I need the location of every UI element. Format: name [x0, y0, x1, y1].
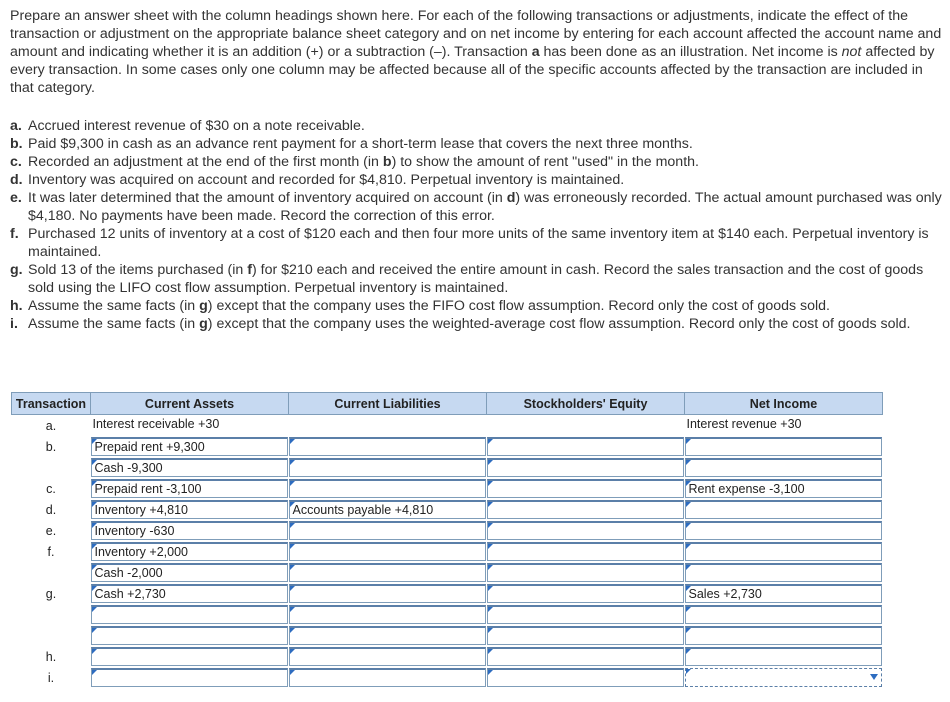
stockholders-equity-input — [487, 416, 684, 435]
table-row — [12, 646, 883, 667]
transaction-item-text — [28, 315, 946, 333]
stockholders-equity-cell — [487, 415, 685, 437]
field-marker-icon — [290, 481, 295, 486]
transaction-item-text-post: ) except that the company uses the weighted-average cost flow assumption. Record only the cost of goods sold. — [207, 316, 911, 332]
current-liabilities-cell — [289, 625, 487, 646]
stockholders-equity-cell — [487, 541, 685, 562]
current-liabilities-value: Accounts payable +4,810 — [292, 503, 434, 517]
net-income-cell — [685, 583, 883, 604]
field-marker-icon — [92, 586, 97, 591]
field-marker-icon — [488, 460, 493, 465]
net-income-cell — [685, 604, 883, 625]
transaction-item-text — [28, 297, 946, 315]
transaction-list — [10, 117, 946, 333]
transaction-item-text: Inventory was acquired on account and recorded for $4,810. Perpetual inventory is maintained. — [28, 172, 625, 188]
net-income-input[interactable] — [685, 605, 882, 624]
field-marker-icon — [686, 607, 691, 612]
field-marker-icon — [488, 544, 493, 549]
field-marker-icon — [290, 628, 295, 633]
field-marker-icon — [686, 460, 691, 465]
header-current-assets: Current Assets — [91, 393, 289, 415]
net-income-cell — [685, 541, 883, 562]
table-row — [12, 415, 883, 437]
stockholders-equity-input[interactable] — [487, 668, 684, 687]
field-marker-icon — [92, 544, 97, 549]
transaction-item-ref: b — [382, 154, 392, 170]
current-assets-value: Interest receivable +30 — [92, 417, 220, 431]
stockholders-equity-cell — [487, 478, 685, 499]
transaction-label: c. — [46, 481, 56, 496]
transaction-label — [12, 457, 91, 478]
field-marker-icon — [686, 565, 691, 570]
table-row — [12, 625, 883, 646]
current-assets-input[interactable] — [91, 563, 288, 582]
field-marker-icon — [686, 669, 691, 674]
current-liabilities-input[interactable] — [289, 584, 486, 603]
transaction-label: d. — [45, 502, 57, 517]
current-assets-cell — [91, 436, 289, 457]
current-liabilities-cell — [289, 667, 487, 688]
net-income-input — [685, 416, 882, 435]
field-marker-icon — [686, 628, 691, 633]
net-income-input[interactable] — [685, 584, 882, 603]
transaction-label: a. — [45, 418, 57, 433]
transaction-item-label: h. — [10, 298, 23, 314]
field-marker-icon — [290, 544, 295, 549]
transaction-item — [10, 153, 946, 171]
field-marker-icon — [488, 565, 493, 570]
current-assets-value: Cash +2,730 — [94, 587, 166, 601]
current-liabilities-cell — [289, 415, 487, 437]
field-marker-icon — [488, 439, 493, 444]
current-liabilities-cell — [289, 457, 487, 478]
transaction-item-label: d. — [10, 172, 23, 188]
current-liabilities-input — [289, 416, 486, 435]
transaction-item-label: i. — [10, 316, 18, 332]
transaction-item-text-post: ) for $210 each and received the entire amount in cash. Record the sales transaction and the cost of goods sold using the LIFO cost flow assumption. Perpetual inventory is maintained. — [28, 262, 924, 296]
field-marker-icon — [290, 460, 295, 465]
current-liabilities-cell — [289, 646, 487, 667]
net-income-cell — [685, 436, 883, 457]
net-income-value: Sales +2,730 — [688, 587, 762, 601]
stockholders-equity-cell — [487, 667, 685, 688]
net-income-input[interactable] — [685, 479, 882, 498]
current-assets-cell — [91, 667, 289, 688]
instructions-text-3: affected by every transaction. In some cases only one column may be affected because all of the specific accounts affected by the transaction are included in that category. — [10, 44, 935, 96]
current-liabilities-cell — [289, 541, 487, 562]
net-income-cell — [685, 415, 883, 437]
stockholders-equity-input[interactable] — [487, 437, 684, 456]
current-assets-cell — [91, 541, 289, 562]
stockholders-equity-input[interactable] — [487, 563, 684, 582]
transaction-item-text-pre: Assume the same facts (in — [28, 298, 196, 314]
current-assets-input[interactable] — [91, 542, 288, 561]
stockholders-equity-input[interactable] — [487, 521, 684, 540]
net-income-input[interactable] — [685, 542, 882, 561]
transaction-item-text-pre: Assume the same facts (in — [28, 316, 196, 332]
current-assets-value: Cash -9,300 — [94, 461, 163, 475]
transaction-item-text-pre: It was later determined that the amount of inventory acquired on account (in — [28, 190, 503, 206]
stockholders-equity-cell — [487, 625, 685, 646]
stockholders-equity-input[interactable] — [487, 605, 684, 624]
transaction-item — [10, 189, 946, 225]
field-marker-icon — [92, 607, 97, 612]
current-liabilities-cell — [289, 499, 487, 520]
current-assets-input[interactable] — [91, 605, 288, 624]
current-assets-value: Inventory -630 — [94, 524, 175, 538]
transaction-item-label: e. — [10, 190, 22, 206]
transaction-label: h. — [45, 649, 57, 664]
header-transaction: Transaction — [12, 393, 91, 415]
transaction-item-label: c. — [10, 154, 22, 170]
current-liabilities-input[interactable] — [289, 605, 486, 624]
current-liabilities-input[interactable] — [289, 563, 486, 582]
current-assets-value: Prepaid rent +9,300 — [94, 440, 205, 454]
field-marker-icon — [488, 670, 493, 675]
field-marker-icon — [92, 460, 97, 465]
current-assets-cell — [91, 562, 289, 583]
stockholders-equity-cell — [487, 520, 685, 541]
transaction-item-text-post: ) except that the company uses the FIFO cost flow assumption. Record only the cost of goods sold. — [207, 298, 830, 314]
current-liabilities-input[interactable] — [289, 458, 486, 477]
field-marker-icon — [290, 670, 295, 675]
net-income-cell — [685, 562, 883, 583]
field-marker-icon — [488, 523, 493, 528]
current-assets-cell — [91, 646, 289, 667]
transaction-item — [10, 171, 946, 189]
transaction-item-text — [28, 189, 946, 225]
table-row — [12, 520, 883, 541]
transaction-item-ref: g — [199, 298, 208, 314]
current-liabilities-input[interactable] — [289, 521, 486, 540]
current-liabilities-input[interactable] — [289, 668, 486, 687]
current-assets-cell — [91, 415, 289, 437]
transaction-item-text-post: ) was erroneously recorded. The actual amount purchased was only $4,180. No payments have been made. Record the correction of this error. — [28, 190, 942, 224]
transaction-item-text — [28, 261, 946, 297]
field-marker-icon — [488, 607, 493, 612]
net-income-value: Interest revenue +30 — [686, 417, 802, 431]
header-net-income: Net Income — [685, 393, 883, 415]
instructions-bold-a: a — [531, 44, 540, 60]
current-assets-cell — [91, 583, 289, 604]
current-assets-input[interactable] — [91, 647, 288, 666]
transaction-label: i. — [47, 670, 55, 685]
current-assets-cell — [91, 604, 289, 625]
net-income-input[interactable] — [685, 563, 882, 582]
transaction-label: f. — [47, 544, 55, 559]
table-row — [12, 541, 883, 562]
net-income-input[interactable] — [685, 521, 882, 540]
current-liabilities-cell — [289, 583, 487, 604]
net-income-cell — [685, 646, 883, 667]
field-marker-icon — [92, 439, 97, 444]
current-assets-input[interactable] — [91, 521, 288, 540]
dropdown-arrow-icon[interactable] — [870, 674, 878, 680]
current-assets-value: Inventory +2,000 — [94, 545, 188, 559]
field-marker-icon — [92, 628, 97, 633]
stockholders-equity-cell — [487, 562, 685, 583]
net-income-cell — [685, 499, 883, 520]
stockholders-equity-cell — [487, 457, 685, 478]
current-liabilities-cell — [289, 478, 487, 499]
current-assets-input — [91, 416, 288, 435]
field-marker-icon — [686, 481, 691, 486]
header-stockholders-equity: Stockholders' Equity — [487, 393, 685, 415]
transaction-label: g. — [45, 586, 57, 601]
stockholders-equity-input[interactable] — [487, 479, 684, 498]
instructions-italic-not: not — [841, 44, 862, 60]
current-assets-input[interactable] — [91, 626, 288, 645]
current-liabilities-input[interactable] — [289, 479, 486, 498]
current-assets-value: Inventory +4,810 — [94, 503, 188, 517]
current-assets-input[interactable] — [91, 458, 288, 477]
current-assets-cell — [91, 478, 289, 499]
stockholders-equity-cell — [487, 646, 685, 667]
field-marker-icon — [686, 586, 691, 591]
current-liabilities-cell — [289, 520, 487, 541]
net-income-cell — [685, 520, 883, 541]
transaction-label — [12, 562, 91, 583]
transaction-item — [10, 135, 946, 153]
current-assets-input[interactable] — [91, 584, 288, 603]
instructions-text-2: has been done as an illustration. Net income is — [543, 44, 838, 60]
net-income-cell — [685, 667, 883, 688]
instructions-text-1: Prepare an answer sheet with the column headings shown here. For each of the following transactions or adjustments, indicate the effect of the transaction or adjustment on the appropriate balance sheet category and on net income by entering for each account affected the account name and amount and indicating whether it is an addition (+) or a subtraction (–). Transaction — [10, 8, 942, 60]
net-income-cell — [685, 457, 883, 478]
current-liabilities-cell — [289, 436, 487, 457]
field-marker-icon — [686, 649, 691, 654]
current-assets-cell — [91, 499, 289, 520]
field-marker-icon — [686, 439, 691, 444]
instructions — [10, 7, 946, 97]
current-assets-value: Cash -2,000 — [94, 566, 163, 580]
stockholders-equity-cell — [487, 583, 685, 604]
table-row — [12, 583, 883, 604]
field-marker-icon — [290, 523, 295, 528]
transaction-item — [10, 117, 946, 135]
transaction-item-text-pre: Recorded an adjustment at the end of the first month (in — [28, 154, 379, 170]
stockholders-equity-input[interactable] — [487, 647, 684, 666]
net-income-input[interactable] — [685, 668, 882, 687]
stockholders-equity-input[interactable] — [487, 584, 684, 603]
transaction-item-label: a. — [10, 118, 22, 134]
stockholders-equity-input[interactable] — [487, 458, 684, 477]
header-current-liabilities: Current Liabilities — [289, 393, 487, 415]
field-marker-icon — [92, 649, 97, 654]
net-income-input[interactable] — [685, 500, 882, 519]
field-marker-icon — [488, 586, 493, 591]
field-marker-icon — [92, 481, 97, 486]
current-liabilities-input[interactable] — [289, 626, 486, 645]
table-row — [12, 499, 883, 520]
table-row — [12, 457, 883, 478]
table-row — [12, 604, 883, 625]
table-row — [12, 478, 883, 499]
current-assets-input[interactable] — [91, 479, 288, 498]
transaction-label — [12, 625, 91, 646]
transaction-label — [12, 604, 91, 625]
field-marker-icon — [92, 523, 97, 528]
header-row — [12, 393, 883, 415]
transaction-item-text: Purchased 12 units of inventory at a cost of $120 each and then four more units of the same inventory item at $140 each. Perpetual inventory is maintained. — [28, 226, 929, 260]
field-marker-icon — [290, 586, 295, 591]
net-income-cell — [685, 478, 883, 499]
field-marker-icon — [686, 544, 691, 549]
transaction-item-text: Accrued interest revenue of $30 on a note receivable. — [28, 118, 365, 134]
transaction-item — [10, 261, 946, 297]
transaction-item-text: Paid $9,300 in cash as an advance rent payment for a short-term lease that covers the next three months. — [28, 136, 693, 152]
answer-table — [11, 392, 883, 688]
current-assets-input[interactable] — [91, 437, 288, 456]
table-row — [12, 436, 883, 457]
net-income-input[interactable] — [685, 437, 882, 456]
current-assets-cell — [91, 625, 289, 646]
current-assets-cell — [91, 520, 289, 541]
field-marker-icon — [92, 670, 97, 675]
transaction-item-text — [28, 153, 946, 171]
transaction-item — [10, 225, 946, 261]
current-liabilities-input[interactable] — [289, 647, 486, 666]
current-assets-cell — [91, 457, 289, 478]
current-liabilities-input[interactable] — [289, 500, 486, 519]
transaction-label: b. — [45, 439, 57, 454]
transaction-item-text-pre: Sold 13 of the items purchased (in — [28, 262, 244, 278]
answer-body — [12, 415, 883, 689]
stockholders-equity-cell — [487, 604, 685, 625]
transaction-item — [10, 315, 946, 333]
current-assets-input[interactable] — [91, 500, 288, 519]
net-income-cell — [685, 625, 883, 646]
stockholders-equity-input[interactable] — [487, 542, 684, 561]
net-income-input[interactable] — [685, 458, 882, 477]
net-income-input[interactable] — [685, 647, 882, 666]
current-assets-input[interactable] — [91, 668, 288, 687]
current-liabilities-cell — [289, 562, 487, 583]
field-marker-icon — [686, 523, 691, 528]
table-row — [12, 667, 883, 688]
current-liabilities-cell — [289, 604, 487, 625]
field-marker-icon — [92, 502, 97, 507]
field-marker-icon — [92, 565, 97, 570]
field-marker-icon — [488, 502, 493, 507]
current-liabilities-input[interactable] — [289, 542, 486, 561]
stockholders-equity-input[interactable] — [487, 500, 684, 519]
field-marker-icon — [290, 502, 295, 507]
net-income-value: Rent expense -3,100 — [688, 482, 805, 496]
table-row — [12, 562, 883, 583]
transaction-label: e. — [45, 523, 57, 538]
transaction-item-text-post: ) to show the amount of rent "used" in the month. — [391, 154, 699, 170]
net-income-input[interactable] — [685, 626, 882, 645]
current-assets-value: Prepaid rent -3,100 — [94, 482, 202, 496]
stockholders-equity-cell — [487, 436, 685, 457]
field-marker-icon — [488, 628, 493, 633]
field-marker-icon — [290, 649, 295, 654]
field-marker-icon — [290, 607, 295, 612]
field-marker-icon — [488, 481, 493, 486]
transaction-item-label: f. — [10, 226, 19, 242]
transaction-item-label: g. — [10, 262, 23, 278]
field-marker-icon — [290, 565, 295, 570]
transaction-item-label: b. — [10, 136, 23, 152]
transaction-item-ref: f — [247, 262, 252, 278]
stockholders-equity-cell — [487, 499, 685, 520]
field-marker-icon — [290, 439, 295, 444]
transaction-item — [10, 297, 946, 315]
field-marker-icon — [488, 649, 493, 654]
stockholders-equity-input[interactable] — [487, 626, 684, 645]
current-liabilities-input[interactable] — [289, 437, 486, 456]
transaction-item-ref: d — [506, 190, 516, 206]
field-marker-icon — [686, 502, 691, 507]
transaction-item-ref: g — [199, 316, 208, 332]
